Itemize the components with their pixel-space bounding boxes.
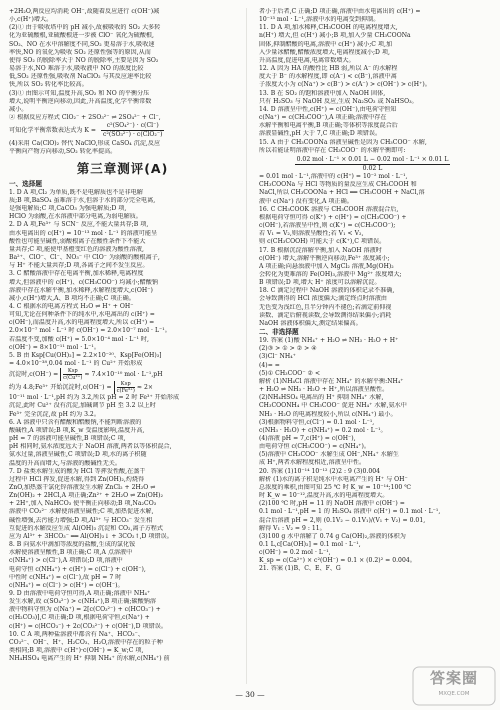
text-line: (3)根据物料守恒,c(Cl⁻) = 0.1 mol · L⁻¹, xyxy=(259,418,375,426)
text-line: 低,SO₂ 还原性强,吸收剂 NaClO₂ 与其反应速率比较 xyxy=(9,73,152,81)
text-line: CO₃²⁻、OH⁻、H⁺、H₂CO₃、H₂O,溶液中存在的粒子种 xyxy=(9,638,163,646)
eq2-sqrt xyxy=(60,368,82,381)
text-line: K_sp = c(Ca²⁺) × c²(OH⁻) = 0.1 × (0.2)² = 0.004。 xyxy=(259,557,416,565)
text-line: (2)100 ℃ 时,pH = 11 的 NaOH 溶液中 c(OH⁻) = xyxy=(259,500,405,508)
text-line: 溶液显碱性,pH 大于 7,C 项正确;D 项错误。 xyxy=(259,130,382,138)
eq3-line xyxy=(9,381,236,394)
right-top-block xyxy=(259,8,486,155)
text-line: 使得 SO₂ 的脱除率大于 NO 的脱除率,主要是因为 SO₂ xyxy=(9,56,159,64)
text-line: 2.0×10⁻⁷ mol · L⁻¹ 时 c(OH⁻) = 2.0×10⁻⁷ mol · L⁻¹。 xyxy=(9,327,171,335)
text-line: (2)NH₄HSO₄ 电离出的 H⁺ 抑制 NH₄⁺ 水解, xyxy=(259,394,384,402)
text-line: 应为 Al³⁺ + 3HCO₃⁻ ══ Al(OH)₃↓ + 3CO₂↑,D 项错误。 xyxy=(9,532,173,540)
text-line: NaOH 溶液体积偏大,测定结果偏高。 xyxy=(259,319,362,327)
chapter-title: 第三章测评(A) xyxy=(76,160,169,176)
text-line: 率快,NO 的氧化为吸收 SO₂ 还原性强等的原因,从而 xyxy=(9,48,151,56)
text-line: 12. A 因为 HA 的酸性比 HB 弱,所以 A⁻ 的水解程 xyxy=(259,65,398,73)
text-line: 16. C CH₃COOK 溶液与 CH₃COOH 溶液混合后, xyxy=(259,205,399,213)
text-line: 3. C 醋酸溶液中存在电离平衡,加水稀释,电离程度 xyxy=(9,270,144,278)
right-fraction-body xyxy=(295,156,451,173)
section-choice-heading: 一、选择题 xyxy=(9,179,42,188)
text-line: 温度的升高而增大,与溶液的酸碱性无关。 xyxy=(9,459,122,467)
text-line: 易溶于水,NO 难溶于水,吸收液中 NO 的浓度比较 xyxy=(9,65,144,73)
right-column xyxy=(259,8,486,684)
text-line: 增大,但溶液中的 c(H⁺)、c(CH₃COO⁻) 均减小;醋酸钠 xyxy=(9,278,158,286)
text-line: c(NH₄⁺) = c(Cl⁻) > c(H⁺) = c(OH⁻)。 xyxy=(9,581,124,589)
text-line: 21. 答案 (1)B、C、E、F、G xyxy=(259,565,341,573)
right-fraction-denominator: 0.02 L xyxy=(362,164,383,172)
text-line: 10. C A 项,两种盐溶液中都含有 Na⁺、HCO₃⁻、 xyxy=(9,630,144,638)
text-line: (3)100 g 水中溶解了 0.74 g Ca(OH)₂,溶液的体积为 xyxy=(259,532,406,540)
left-mid-block xyxy=(9,140,236,156)
text-line: 由电荷守恒 c(CH₃COO⁻) = c(NH₄⁺)。 xyxy=(259,443,370,451)
text-line: = 4.0×10⁻³⁸,0.04 mol · L⁻¹ 的 Cu²⁺ 开始形成 xyxy=(9,360,143,368)
watermark-text: 答案圈 xyxy=(429,669,478,687)
text-line: 0.1 L,c[Ca(OH)₂] = 0.1 mol · L⁻¹, xyxy=(259,541,361,548)
text-line: 子浓度大小为 c(Na⁺) > c(B⁻) > c(A⁻) > c(OH⁻) > c(H⁺)。 xyxy=(259,81,431,89)
text-line: 减小。 xyxy=(9,105,28,113)
text-line: c(H₂CO₃)],C 项正确;D 项,根据电荷守恒,c(Na⁺) + xyxy=(9,614,150,622)
text-line: 者小于后者,C 正确;D 项正确,溶液中由水电离出的 c(H⁺) = xyxy=(259,8,421,15)
text-line: 时 K_w = 10⁻¹²,温度升高,水的电离程度增大。 xyxy=(259,492,389,500)
text-line: +2H₂O,两反应均消耗 OH⁻,故随着反应进行 c(OH⁻)减 xyxy=(9,8,160,15)
text-line: B 项错误;D 项,增大 H⁺ 浓度可以溶解沉淀。 xyxy=(259,279,381,287)
right-fraction-numerator: 0.02 mol · L⁻¹ × 0.01 L − 0.02 mol · L⁻¹ × 0.01 L xyxy=(295,156,451,165)
text-line: (5)① CH₃COO⁻ ② < xyxy=(259,369,321,377)
text-line: ZnO,加热蒸干氯化锌溶液发生水解 ZnCl₂ + 2H₂O ⇌ xyxy=(9,483,156,491)
text-line: 20. 答案 (1)10⁻¹⁴ 10⁻¹² (2)2 : 9 (3)0.004 xyxy=(259,467,381,475)
text-line: 若温度不变,加酸 c(H⁺) = 5.0×10⁻⁴ mol · L⁻¹ 时, xyxy=(9,335,149,343)
text-line: SO₂、NO 在水中溶解度不同,SO₂ 更易溶于水,吸收速 xyxy=(9,40,155,48)
text-line: (4)溶液 pH = 7,c(H⁺) = c(OH⁻), xyxy=(259,434,356,442)
text-line: c(OH⁻) = 0.2 mol · L⁻¹, xyxy=(259,549,331,557)
text-line: 度大于 B⁻ 的水解程度,即 c(A⁻) < c(B⁻),溶液中离 xyxy=(259,73,397,81)
text-line: A 项正确;向悬浊液中加入 MgCl₂ 溶液,Mg(OH)₂ xyxy=(259,262,394,270)
text-line: 平衡向产物方向移动,SO₂ 转化率提高。 xyxy=(9,147,117,155)
left-body-block xyxy=(9,189,236,368)
text-line: 17. B 根据沉淀溶解平衡,加入 NaOH 溶液时 xyxy=(259,246,382,254)
right-tail-block xyxy=(259,337,486,574)
text-line: 快,所以 SO₂ 转化率比较高。 xyxy=(9,81,88,89)
text-line: NaCl,所以 CH₃COONa + HCl ══ CH₃COOH + NaCl,溶 xyxy=(259,189,425,197)
text-line: 根据电荷守恒可得 c(K⁺) + c(H⁺) = c(CH₃COO⁻) + xyxy=(259,213,407,221)
text-line: 7. D 盐类水解生成的酸为 HCl 等挥发性酸,在蒸干 xyxy=(9,467,146,475)
text-line: 小,c(H⁺)增大。 xyxy=(9,16,53,24)
text-line: 增大,说明平衡逆向移动,因此,升高温度,化学平衡常数 xyxy=(9,97,152,105)
text-line: Fe³⁺ 完全沉淀,故 pH 约为 3.2。 xyxy=(9,410,100,418)
text-line: 14. D 溶液呈中性,c(H⁺) = c(OH⁻),由电荷守恒知 xyxy=(259,105,397,113)
text-line: ② 根据反应方程式 ClO₂⁻ + 2SO₃²⁻ ⇌ 2SO₄²⁻ + Cl⁻, xyxy=(9,114,161,122)
text-line: 碱性增强,去污能力增强;D 项,Al³⁺ 与 HCO₃⁻ 发生相 xyxy=(9,516,153,524)
text-line: 4. C 根据水的电离方程式 H₂O ⇌ H⁺ + OH⁻ xyxy=(9,303,134,310)
text-line: n(H⁺) 增大,但 c(H⁺) 减小;B 项,加入少量 CH₃COONa xyxy=(259,32,411,40)
text-line: 1. D A 项,Cl₂ 为单质,既不是电解质也不是非电解 xyxy=(9,188,143,196)
text-line: 氨水过量,溶液呈碱性,C 项错误;D 项,水的离子积随 xyxy=(9,451,147,459)
text-line: c(OH⁻),而温度升高,水的电离程度增大,所以 c(H⁺) = xyxy=(9,319,155,327)
text-line: 混合后溶液 pH = 2,则 (0.1V₂ − 0.1V₁)/(V₁ + V₂) = 0.01, xyxy=(259,516,426,524)
text-line: (2)① 由于吸收塔中的 pH 减小,故被吸收的 SO₂ 大多转 xyxy=(9,24,161,32)
text-line: 发生水解,故 c(SO₄²⁻) > c(NH₄⁺),B 项正确;碳酸钠溶 xyxy=(9,598,157,606)
text-line: 入少量冰醋酸,醋酸浓度增大,电离程度减小;D 项, xyxy=(259,48,390,56)
text-line: c(NH₃ · H₂O) + c(NH₄⁺) = 0.2 mol · L⁻¹。 xyxy=(259,426,387,434)
eq1-lead: 可知化学平衡常数表达式为 K = xyxy=(9,127,96,135)
text-line: 会导致测得的 HCl 浓度偏大;滴定终点时溶液由 xyxy=(259,295,388,303)
text-line: 10⁻¹¹ mol · L⁻¹,pH 约为 3.2,所以 pH = 2 时 Fe³⁺ 开始形成 xyxy=(9,394,180,402)
text-line: 6. A 溶液中只含有醋酸和醋酸钠,不能判断溶液的 xyxy=(9,418,142,426)
text-line: 总浓度的乘积,由图可知 25 ℃ 时 K_w = 10⁻¹⁴;100 ℃ xyxy=(259,483,412,491)
text-line: 水解使溶液呈酸性,B 项正确;C 项,A 点溶液中 xyxy=(9,549,133,557)
eq1-numerator: c²(SO₄²⁻) · c(Cl⁻) xyxy=(101,122,165,131)
section-open-heading: 二、非选择题 xyxy=(259,328,299,337)
eq3-numerator: Ksp xyxy=(117,381,135,388)
text-line: + H₂O ⇌ NH₃ · H₂O + H⁺,所以溶液呈酸性。 xyxy=(259,386,389,394)
text-line: 只有 H₂SO₃ 与 NaOH 反应,生成 Na₂SO₃ 或 NaHSO₃。 xyxy=(259,97,418,105)
left-top-block xyxy=(9,8,236,122)
eq2-denominator: c(Cu²⁺) xyxy=(63,375,83,382)
text-line: 质;B 项,BaSO₄ 虽难溶于水,但溶于水的部分完全电离, xyxy=(9,196,156,204)
text-line: 13. B 在 SO₂ 的饱和溶液中加入 NaOH 固体, xyxy=(259,89,386,97)
text-line: c(NH₄⁺) > c(Cl⁻),A 项错误;D 项,溶液中 xyxy=(9,557,123,565)
page-number: — 30 — xyxy=(235,690,265,699)
watermark-url: MXQE.COM xyxy=(438,691,470,697)
text-line: Zn(OH)₂ + 2HCl,A 项正确;Zn²⁺ + 2H₂O ⇌ Zn(OH)₂ xyxy=(9,492,163,500)
text-line: pH 相同时,氨水浓度远大于 NaOH 溶液,两者以等体积混合, xyxy=(9,443,172,451)
text-line: 9. D 由溶液中电荷守恒可得,A 项正确;溶液中 NH₄⁺ xyxy=(9,590,151,597)
text-line: pH = 7 的溶液可能呈碱性,B 项错误;C 项, xyxy=(9,435,126,443)
text-line: 水解平衡和电离平衡,B 项正确;等体积等浓度混合后 xyxy=(259,122,398,130)
text-line: = 0.01 mol · L⁻¹,溶液中的 c(H⁺) = 10⁻² mol · L⁻¹, xyxy=(259,173,408,181)
text-line: + 2H⁺,加入 NaHCO₃ 使平衡正向移动;B 项,Na₂CO₃ xyxy=(9,500,157,508)
text-line: 酸性也可能呈碱性,弱酸根离子在酸性条件下不能大 xyxy=(9,237,146,245)
text-line: NH₄HSO₄ 电离产生的 H⁺ 抑制 NH₄⁺ 的水解,c(NH₄⁺) 前 xyxy=(9,655,170,663)
text-line: 会转化为更难溶的 Fe(OH)₃,溶液中 Mg²⁺ 浓度增大; xyxy=(259,271,402,278)
right-body-block xyxy=(259,173,486,328)
text-line: 是强电解质;C 项,CaCO₃ 为强电解质;D 项, xyxy=(9,205,127,213)
text-line: 中性时 c(NH₄⁺) = c(Cl⁻),故 pH = 7 时 xyxy=(9,573,122,581)
text-line: 化为亚硫酸根,亚硫酸根进一步被 ClO⁻ 氧化为硫酸根, xyxy=(9,32,155,40)
text-line: 若 V₁ = V₂,则溶液呈酸性;若 V₁ < V₂, xyxy=(259,230,364,238)
text-line: c(OH⁻) = 8×10⁻¹¹ mol · L⁻¹。 xyxy=(9,343,100,351)
text-line: 则 c(CH₃COOH) 可能大于 c(K⁺),C 项错误。 xyxy=(259,238,386,246)
text-line: 液中物料守恒为 c(Na⁺) = 2[c(CO₃²⁻) + c(HCO₃⁻) + xyxy=(9,606,161,614)
text-line: 溶液中 CO₃²⁻ 水解使溶液呈碱性;C 项,加热促进水解, xyxy=(9,508,154,516)
left-column xyxy=(9,8,236,684)
text-line: 10⁻¹³ mol · L⁻¹,溶液中水的电离受到抑制。 xyxy=(259,16,380,24)
text-line: 沉淀,此时 Cu²⁺ 没有沉淀,加碱调节 pH 至 3.2 以上时 xyxy=(9,402,156,410)
eq3-trail: ≈ 2× xyxy=(136,384,153,392)
eq2-numerator: Ksp xyxy=(63,368,82,375)
text-line: 15. A 由于 CH₃COONa 溶液呈碱性是因为 CH₃COO⁻ 水解, xyxy=(259,138,427,146)
text-line: (3)① 由图示可知,温度升高,SO₂ 和 NO 的平衡分压 xyxy=(9,89,150,97)
eq3-cbrt xyxy=(114,381,135,394)
column-divider xyxy=(246,8,247,684)
text-line: 减小,c(H⁺)增大,A、B 项均不正确;C 项正确。 xyxy=(9,294,135,302)
text-line: 解析 (1)NH₄Cl 溶液中存在 NH₄⁺ 的水解平衡:NH₄⁺ xyxy=(259,377,404,385)
eq1-fraction xyxy=(101,122,165,139)
text-line: 读数、滴定后俯视读数,会导致测得结果偏小;消耗 xyxy=(259,311,392,319)
text-line: 类相同;B 项,溶液中 c(H⁺)·c(OH⁻) = K_w;C 项, xyxy=(9,647,144,655)
text-line: 解析 (1)水的离子积是纯水中水电离产生的 H⁺ 与 OH⁻ xyxy=(259,475,408,483)
text-line: 过程中 HCl 挥发,促进水解,得到 Zn(OH)₂,灼烧得 xyxy=(9,475,145,483)
text-line: 0.1 mol · L⁻¹,pH = 1 的 H₂SO₄ 溶液中 c(H⁺) = 0.1 mol · L⁻¹, xyxy=(259,508,441,516)
text-line: 5. B 由 Ksp[Cu(OH)₂] = 2.2×10⁻²⁰、Ksp[Fe(OH)₃] xyxy=(9,351,162,359)
text-line: c(H⁺) = c(HCO₃⁻) + 2c(CO₃²⁻) + c(OH⁻),D 项错误。 xyxy=(9,622,167,630)
right-fraction xyxy=(259,156,486,173)
text-line: (2)③ > ① > ② > ④ xyxy=(259,345,317,353)
text-line: 8. B 向氨水中滴加等浓度的盐酸,生成的氯化铵 xyxy=(9,541,136,549)
text-line: c(Na⁺) = c(CH₃COO⁻),A 项正确;溶液中存在 xyxy=(259,114,387,122)
text-line: 18. C 滴定过程中 NaOH 溶液的体积记录不准确, xyxy=(259,287,395,295)
text-line: 溶液中存在水解平衡,加水稀释,水解程度增大,c(OH⁻) xyxy=(9,286,153,294)
text-line: 无色变为浅红色,且半分钟内不褪色;若滴定前仰视 xyxy=(259,303,392,311)
text-line: (4)采用 Ca(ClO)₂ 替代 NaClO,形成 CaSO₄ 沉淀,反应 xyxy=(9,139,161,147)
text-line: (5)溶液中 CH₃COO⁻ 水解生成 OH⁻,NH₄⁺ 水解生 xyxy=(259,451,400,459)
eq2-line xyxy=(9,368,236,381)
text-line: 与 H⁺ 不能大量共存;D 项,各离子之间不发生反应。 xyxy=(9,262,149,270)
text-line: 酸碱性,A 项错误;B 项,K_w 受温度影响,温度升高, xyxy=(9,426,145,434)
text-line: CH₃COONa 与 HCl 等物质的量反应生成 CH₃COOH 和 xyxy=(259,181,417,189)
text-line: 由水电离出的 c(H⁺) = 10⁻¹³ mol · L⁻¹ 的溶液可能呈 xyxy=(9,229,158,237)
text-line: 所以若能证明溶液中存在 CH₃COO⁻ 的水解平衡即可: xyxy=(259,146,406,154)
text-line: 固体,抑制醋酸的电离,溶液中 c(H⁺) 减小;C 项,加 xyxy=(259,40,393,48)
text-line: CH₃COONH₄ 中 CH₃COO⁻ 促进 NH₄⁺ 水解,氨水中 xyxy=(259,402,407,410)
text-line: Ba²⁺、ClO⁻、Cl⁻、NO₃⁻ 中 ClO⁻ 为弱酸的酸根离子, xyxy=(9,254,160,262)
text-line: NH₃ · H₂O 的电离程度较小,所以 c(NH₄⁺) 最小。 xyxy=(259,410,397,418)
text-line: 成 H⁺,两者水解程度相近,溶液呈中性。 xyxy=(259,459,366,467)
eq1-denominator: c²(SO₃²⁻) · c(ClO₂⁻) xyxy=(102,131,163,139)
text-line: 电荷守恒 c(NH₄⁺) + c(H⁺) = c(Cl⁻) + c(OH⁻), xyxy=(9,565,146,573)
text-line: 19. 答案 (1)酸 NH₄⁺ + H₂O ⇌ NH₃ · H₂O + H⁺ xyxy=(259,337,399,345)
text-line: 互促进的水解反应生成 Al(OH)₃ 沉淀和 CO₂,离子方程式 xyxy=(9,524,164,532)
eq3-lead: 约为 4.8;Fe³⁺ 开始沉淀时,c(OH⁻) = xyxy=(9,384,112,392)
text-line: c(OH⁻),若溶液呈中性,则 c(K⁺) = c(CH₃COO⁻); xyxy=(259,222,396,230)
eq2-lead: 沉淀时,c(OH⁻) = xyxy=(9,371,59,379)
text-line: 液中 c(Na⁺) 没有变化,A 项正确。 xyxy=(259,197,353,205)
eq2-trail: ≈ 7.4×10⁻¹⁰ mol · L⁻¹,pH xyxy=(84,371,163,379)
text-line: HClO 为弱酸,在水溶液中部分电离,为弱电解质。 xyxy=(9,213,142,221)
text-line: 11. D A 项,加水稀释,CH₃COOH 的电离程度增大, xyxy=(259,24,398,32)
text-line: c(OH⁻) 增大,溶解平衡逆向移动,Fe³⁺ 浓度减小; xyxy=(259,254,390,262)
left-tail-block xyxy=(9,394,236,663)
text-line: (4)= = xyxy=(259,361,280,369)
text-line: 量共存;C 项,能使甲基橙变红色的溶液为酸性溶液, xyxy=(9,245,144,253)
equilibrium-constant-lead xyxy=(9,122,236,139)
text-line: 可知,无论在何种条件下的纯水中,水电离出的 c(H⁺) = xyxy=(9,311,155,319)
eq3-denominator: c(Fe³⁺) xyxy=(116,388,135,395)
text-line: 升高温度,促进电离,电离常数增大。 xyxy=(259,56,355,64)
text-line: 2. D A 项,Fe³⁺ 与 SCN⁻ 反应,不能大量共存;B 项, xyxy=(9,221,149,229)
text-line: (3)Cl⁻ NH₄⁺ xyxy=(259,353,296,361)
text-line: 解得 V₁ : V₂ = 9 : 11。 xyxy=(259,524,326,532)
